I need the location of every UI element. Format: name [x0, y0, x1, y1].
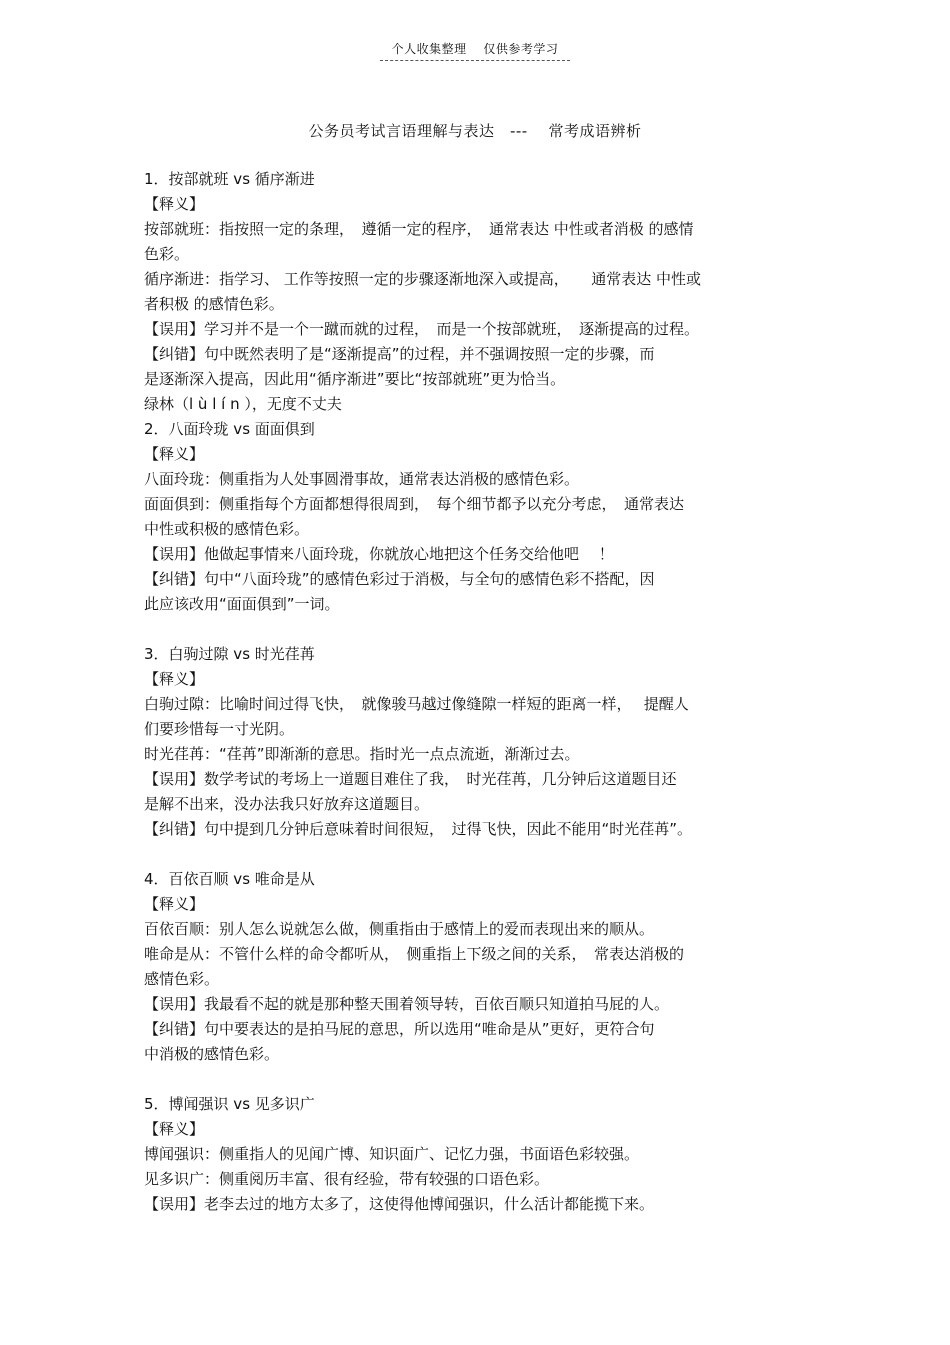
text-line: 【释义】: [144, 670, 205, 688]
text-line: 4．百依百顺 vs 唯命是从: [144, 870, 315, 888]
text-line: 八面玲珑：侧重指为人处事圆滑事故，通常表达消极的感情色彩。: [144, 470, 580, 488]
text-line: 【误用】他做起事情来八面玲珑，你就放心地把这个任务交给他吧 ！: [144, 545, 614, 563]
text-line: 色彩。: [144, 245, 190, 263]
text-line: 者积极 的感情色彩。: [144, 295, 284, 313]
header-text: 个人收集整理 仅供参考学习: [380, 40, 571, 61]
text-line: 中性或积极的感情色彩。: [144, 520, 310, 538]
document-body: [144, 167, 809, 1217]
text-line: 此应该改用“面面俱到”一词。: [144, 595, 340, 613]
text-line: 【误用】我最看不起的就是那种整天围着领导转，百依百顺只知道拍马屁的人。: [144, 995, 670, 1013]
text-line: 绿林（l ù l í n ），无度不丈夫: [144, 395, 342, 413]
text-line: 时光荏苒：“荏苒”即渐渐的意思。指时光一点点流逝，渐渐过去。: [144, 745, 580, 763]
text-line: 们要珍惜每一寸光阴。: [144, 720, 295, 738]
paragraph-gap: [144, 842, 809, 867]
text-line: 白驹过隙：比喻时间过得飞快， 就像骏马越过像缝隙一样短的距离一样， 提醒人: [144, 695, 689, 713]
text-line: 唯命是从：不管什么样的命令都听从， 侧重指上下级之间的关系， 常表达消极的: [144, 945, 685, 963]
text-line: 【纠错】句中要表达的是拍马屁的意思，所以选用“唯命是从”更好，更符合句: [144, 1020, 655, 1038]
text-line: 【纠错】句中提到几分钟后意味着时间很短， 过得飞快，因此不能用“时光荏苒”。: [144, 820, 693, 838]
text-line: 【误用】老李去过的地方太多了，这使得他博闻强识，什么活计都能揽下来。: [144, 1195, 655, 1213]
page-header: [0, 40, 950, 61]
text-line: 【释义】: [144, 895, 205, 913]
text-line: 循序渐进：指学习、 工作等按照一定的步骤逐渐地深入或提高， 通常表达 中性或: [144, 270, 702, 288]
text-line: 【纠错】句中既然表明了是“逐渐提高”的过程，并不强调按照一定的步骤，而: [144, 345, 655, 363]
document-title: 公务员考试言语理解与表达 --- 常考成语辨析: [308, 122, 642, 140]
text-line: 5．博闻强识 vs 见多识广: [144, 1095, 315, 1113]
text-line: 面面俱到：侧重指每个方面都想得很周到， 每个细节都予以充分考虑， 通常表达: [144, 495, 685, 513]
text-line: 见多识广：侧重阅历丰富、很有经验，带有较强的口语色彩。: [144, 1170, 550, 1188]
text-line: 是逐渐深入提高，因此用“循序渐进”要比“按部就班”更为恰当。: [144, 370, 566, 388]
text-line: 感情色彩。: [144, 970, 220, 988]
text-line: 【释义】: [144, 445, 205, 463]
text-line: 【纠错】句中“八面玲珑”的感情色彩过于消极，与全句的感情色彩不搭配，因: [144, 570, 655, 588]
paragraph-gap: [144, 1067, 809, 1092]
text-line: 1．按部就班 vs 循序渐进: [144, 170, 315, 188]
text-line: 【释义】: [144, 1120, 205, 1138]
text-line: 2．八面玲珑 vs 面面俱到: [144, 420, 315, 438]
text-line: 按部就班：指按照一定的条理， 遵循一定的程序， 通常表达 中性或者消极 的感情: [144, 220, 694, 238]
text-line: 是解不出来，没办法我只好放弃这道题目。: [144, 795, 430, 813]
text-line: 【释义】: [144, 195, 205, 213]
text-line: 博闻强识：侧重指人的见闻广博、知识面广、记忆力强，书面语色彩较强。: [144, 1145, 640, 1163]
text-line: 【误用】数学考试的考场上一道题目难住了我， 时光荏苒，几分钟后这道题目还: [144, 770, 677, 788]
text-line: 中消极的感情色彩。: [144, 1045, 280, 1063]
text-line: 百依百顺：别人怎么说就怎么做，侧重指由于感情上的爱而表现出来的顺从。: [144, 920, 655, 938]
text-line: 【误用】学习并不是一个一蹴而就的过程， 而是一个按部就班， 逐渐提高的过程。: [144, 320, 700, 338]
text-line: 3．白驹过隙 vs 时光荏苒: [144, 645, 315, 663]
paragraph-gap: [144, 617, 809, 642]
